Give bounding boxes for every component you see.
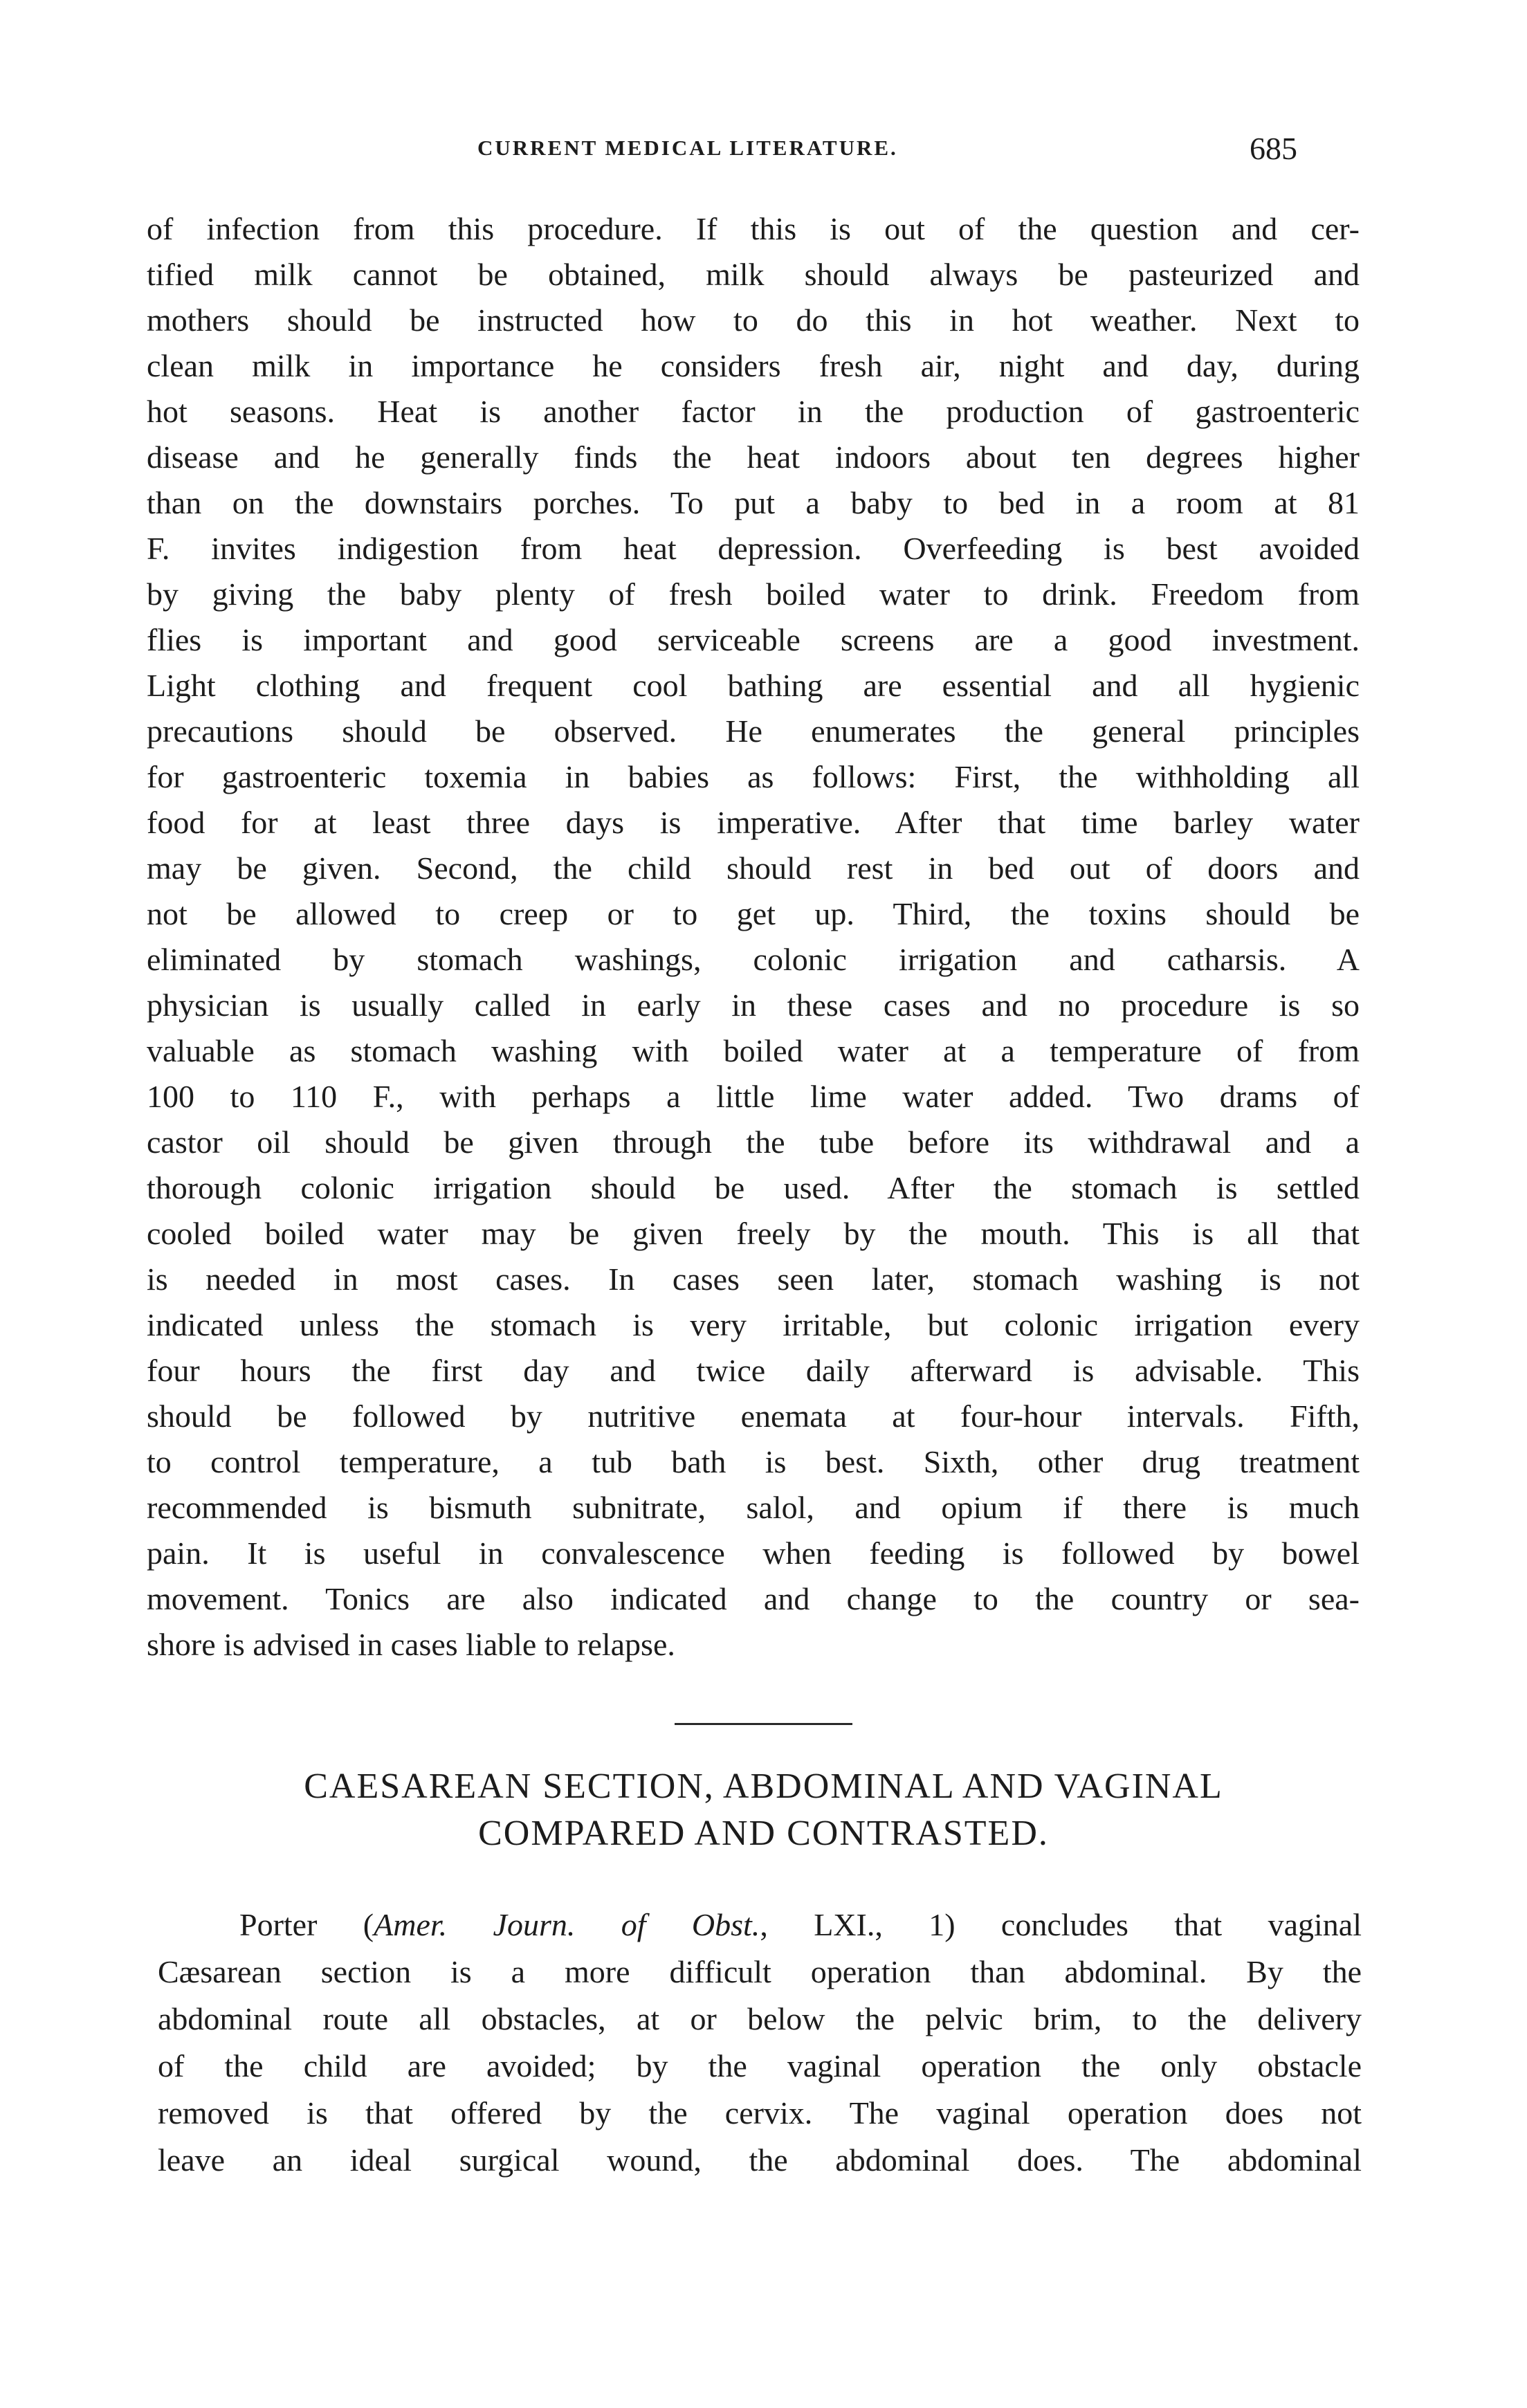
text-line: mothers should be instructed how to do this in hot weather. Next to xyxy=(147,302,1360,338)
text-line: removed is that offered by the cervix. The vaginal operation does not xyxy=(158,2095,1362,2131)
text-line: may be given. Second, the child should rest in bed out of doors and xyxy=(147,850,1360,886)
running-title: CURRENT MEDICAL LITERATURE. xyxy=(477,136,898,160)
running-header xyxy=(0,130,1527,172)
text-line: is needed in most cases. In cases seen later, stomach washing is not xyxy=(147,1261,1360,1297)
text-line: for gastroenteric toxemia in babies as follows: First, the withholding all xyxy=(147,759,1360,794)
text-line: by giving the baby plenty of fresh boiled water to drink. Freedom from xyxy=(147,576,1360,612)
text-line: precautions should be observed. He enumerates the general principles xyxy=(147,713,1360,749)
text-line: eliminated by stomach washings, colonic irrigation and catharsis. A xyxy=(147,942,1360,977)
text-line: Cæsarean section is a more difficult operation than abdominal. By the xyxy=(158,1954,1362,1989)
text-line: to control temperature, a tub bath is best. Sixth, other drug treatment xyxy=(147,1444,1360,1479)
heading-line-1: CAESAREAN SECTION, ABDOMINAL AND VAGINAL xyxy=(304,1767,1223,1806)
text-line: not be allowed to creep or to get up. Third, the toxins should be xyxy=(147,896,1360,931)
section-heading xyxy=(0,1763,1527,1857)
text-line: pain. It is useful in convalescence when feeding is followed by bowel xyxy=(147,1535,1360,1571)
heading-line-2: COMPARED AND CONTRASTED. xyxy=(478,1814,1049,1853)
text-line: leave an ideal surgical wound, the abdominal does. The abdominal xyxy=(158,2142,1362,2178)
text-line: recommended is bismuth subnitrate, salol, and opium if there is much xyxy=(147,1490,1360,1525)
text-line: should be followed by nutritive enemata at four-hour intervals. Fifth, xyxy=(147,1398,1360,1434)
text-line: disease and he generally finds the heat indoors about ten degrees higher xyxy=(147,439,1360,475)
text-line: abdominal route all obstacles, at or below the pelvic brim, to the delivery xyxy=(158,2001,1362,2036)
first-line-post: , LXI., 1) concludes that vaginal xyxy=(760,1907,1362,1942)
section-divider xyxy=(675,1723,852,1725)
text-line: four hours the first day and twice daily afterward is advisable. This xyxy=(147,1353,1360,1388)
text-line: clean milk in importance he considers fresh air, night and day, during xyxy=(147,348,1360,383)
page-number: 685 xyxy=(1250,131,1297,166)
text-line: food for at least three days is imperative. After that time barley water xyxy=(147,805,1360,840)
text-line: than on the downstairs porches. To put a baby to bed in a room at 81 xyxy=(147,485,1360,520)
journal-citation: Amer. Journ. of Obst. xyxy=(374,1907,760,1942)
text-line: cooled boiled water may be given freely by the mouth. This is all that xyxy=(147,1216,1360,1251)
text-line: of infection from this procedure. If this is out of the question and cer- xyxy=(147,211,1360,246)
text-line: tified milk cannot be obtained, milk should always be pasteurized and xyxy=(147,257,1360,292)
text-line: shore is advised in cases liable to relapse. xyxy=(147,1627,675,1662)
body-paragraph xyxy=(147,206,1360,1668)
text-line: indicated unless the stomach is very irritable, but colonic irrigation every xyxy=(147,1307,1360,1342)
text-line: Light clothing and frequent cool bathing are essential and all hygienic xyxy=(147,668,1360,703)
text-line: valuable as stomach washing with boiled water at a temperature of from xyxy=(147,1033,1360,1068)
text-line: castor oil should be given through the tube before its withdrawal and a xyxy=(147,1124,1360,1160)
article-first-line xyxy=(158,1901,1362,1949)
text-line: F. invites indigestion from heat depression. Overfeeding is best avoided xyxy=(147,531,1360,566)
first-line-pre: Porter ( xyxy=(239,1907,374,1942)
text-line: 100 to 110 F., with perhaps a little lime water added. Two drams of xyxy=(147,1079,1360,1114)
text-line: flies is important and good serviceable screens are a good investment. xyxy=(147,622,1360,657)
text-line: physician is usually called in early in these cases and no procedure is so xyxy=(147,987,1360,1023)
text-line: hot seasons. Heat is another factor in the production of gastroenteric xyxy=(147,394,1360,429)
text-line: thorough colonic irrigation should be used. After the stomach is settled xyxy=(147,1170,1360,1205)
article-paragraph xyxy=(158,1901,1362,2184)
text-line: of the child are avoided; by the vaginal operation the only obstacle xyxy=(158,2048,1362,2083)
text-line: movement. Tonics are also indicated and change to the country or sea- xyxy=(147,1581,1360,1616)
